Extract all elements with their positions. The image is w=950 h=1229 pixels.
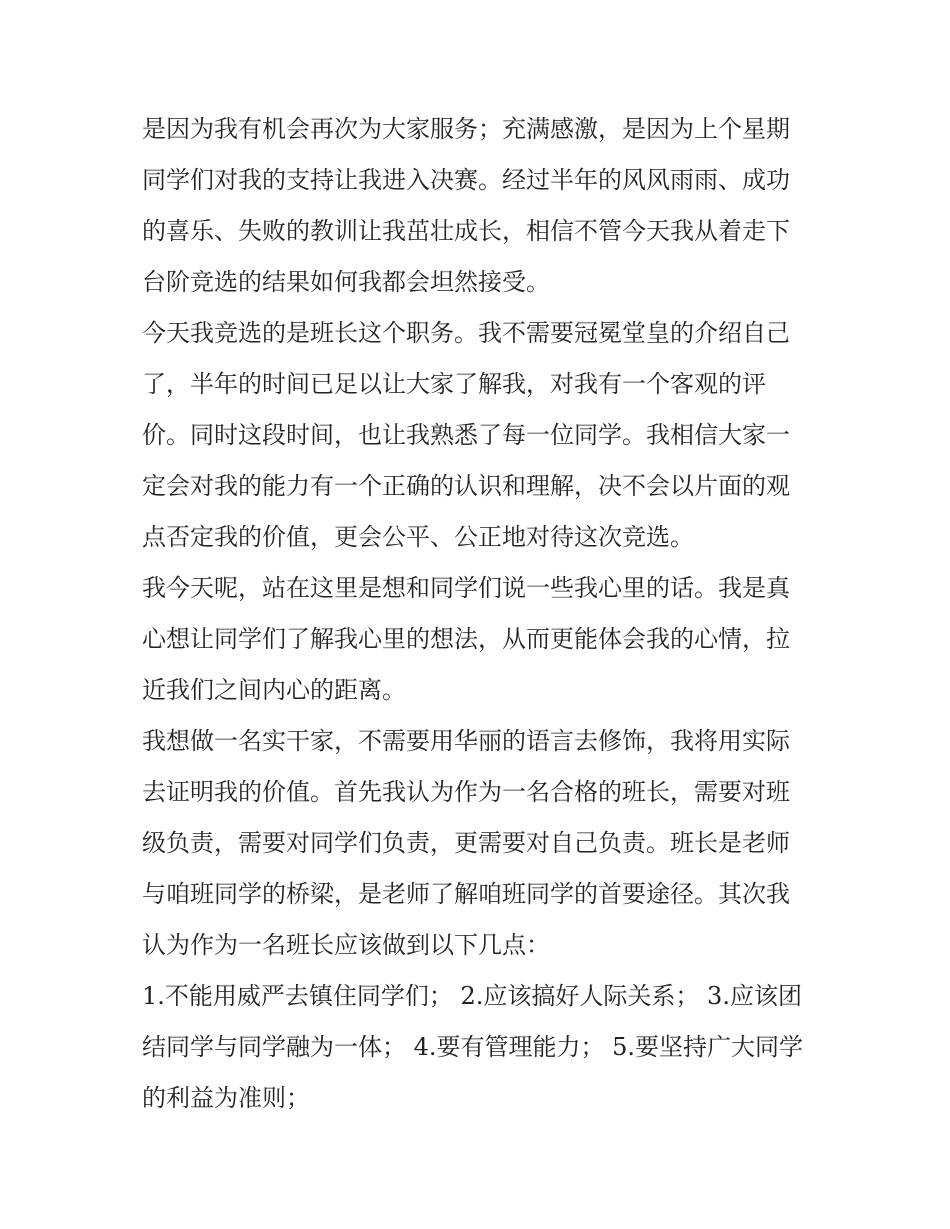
list-line: 结同学与同学融为一体； 4.要有管理能力； 5.要坚持广大同学	[142, 1033, 804, 1061]
text-line: 价。同时这段时间，也让我熟悉了每一位同学。我相信大家一	[142, 421, 790, 449]
list-line: 1.不能用威严去镇住同学们； 2.应该搞好人际关系； 3.应该团	[142, 982, 802, 1010]
list-line: 的利益为准则；	[142, 1084, 310, 1112]
text-line: 我想做一名实干家，不需要用华丽的语言去修饰，我将用实际	[142, 727, 790, 755]
text-line: 了，半年的时间已足以让大家了解我，对我有一个客观的评	[142, 370, 766, 398]
document-body	[142, 104, 814, 1124]
text-line: 的喜乐、失败的教训让我茁壮成长，相信不管今天我从着走下	[142, 217, 790, 245]
text-line: 是因为我有机会再次为大家服务；充满感激，是因为上个星期	[142, 115, 790, 143]
text-line: 台阶竞选的结果如何我都会坦然接受。	[142, 268, 550, 296]
text-line: 定会对我的能力有一个正确的认识和理解，决不会以片面的观	[142, 472, 790, 500]
text-line: 心想让同学们了解我心里的想法，从而更能体会我的心情，拉	[142, 625, 790, 653]
text-line: 点否定我的价值，更会公平、公正地对待这次竞选。	[142, 523, 694, 551]
text-line: 我今天呢，站在这里是想和同学们说一些我心里的话。我是真	[142, 574, 790, 602]
text-line: 与咱班同学的桥梁，是老师了解咱班同学的首要途径。其次我	[142, 880, 790, 908]
text-line: 今天我竞选的是班长这个职务。我不需要冠冕堂皇的介绍自己	[142, 319, 790, 347]
text-line: 同学们对我的支持让我进入决赛。经过半年的风风雨雨、成功	[142, 166, 790, 194]
text-line: 认为作为一名班长应该做到以下几点：	[142, 931, 550, 959]
text-line: 近我们之间内心的距离。	[142, 676, 406, 704]
text-line: 去证明我的价值。首先我认为作为一名合格的班长，需要对班	[142, 778, 790, 806]
text-line: 级负责，需要对同学们负责，更需要对自己负责。班长是老师	[142, 829, 790, 857]
